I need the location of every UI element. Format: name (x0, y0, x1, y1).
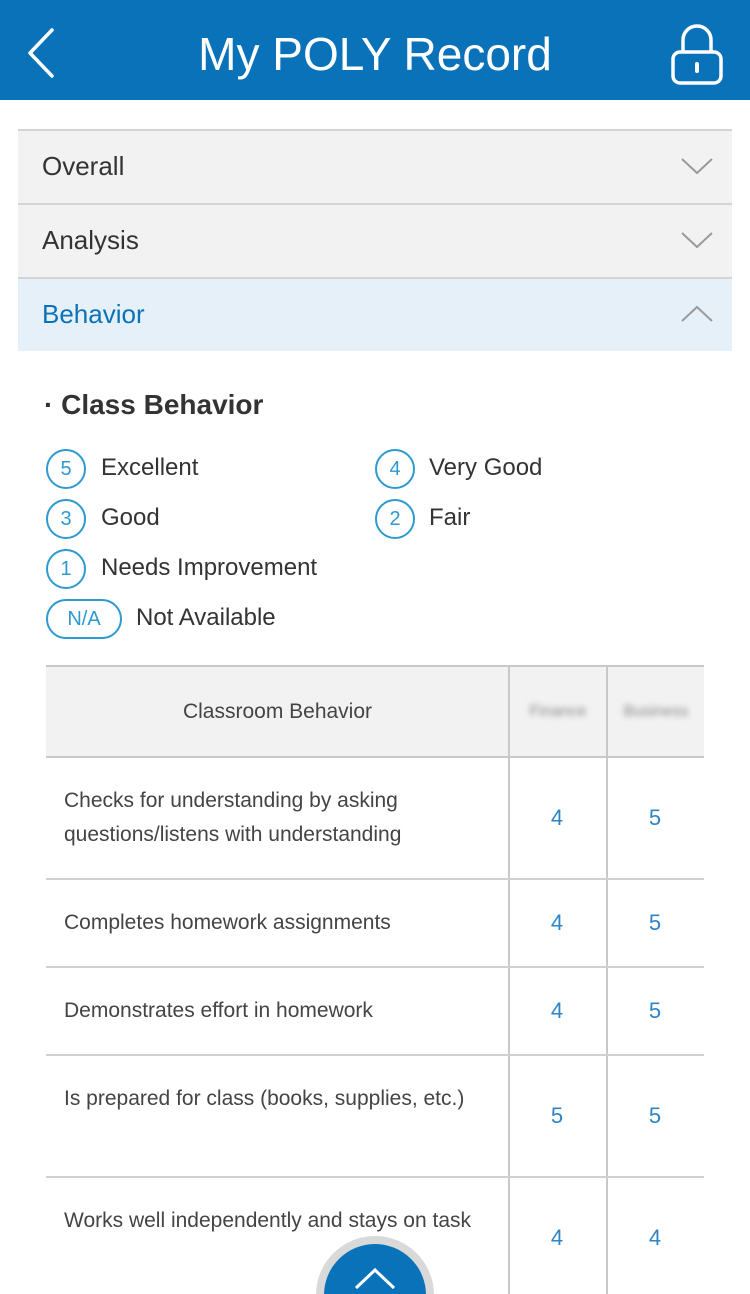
rating-badge: 4 (375, 449, 415, 489)
rating-badge: 5 (46, 449, 86, 489)
accordion-label: Overall (42, 151, 125, 181)
rating-value: 5 (648, 805, 662, 830)
accordion-label: Analysis (42, 225, 139, 255)
behavior-label: Works well independently and stays on task (64, 1209, 471, 1232)
rating-value: 4 (550, 1225, 564, 1250)
rating-badge: N/A (46, 599, 122, 639)
legend-label: Not Available (136, 604, 276, 631)
rating-badge: 3 (46, 499, 86, 539)
legend-label: Excellent (101, 454, 199, 481)
lock-icon[interactable] (668, 24, 726, 86)
legend-label: Needs Improvement (101, 554, 318, 581)
table-row (46, 968, 704, 1056)
behavior-label: Demonstrates effort in homework (64, 999, 373, 1022)
behavior-label: Checks for understanding by asking questions/listens with understanding (64, 789, 402, 846)
accordion-behavior[interactable] (18, 277, 732, 351)
chevron-up-icon (354, 1266, 396, 1290)
table-row (46, 758, 704, 880)
rating-value: 4 (648, 1225, 662, 1250)
accordion-overall[interactable] (18, 129, 732, 203)
table-header (46, 665, 704, 758)
accordion-label: Behavior (42, 299, 145, 329)
rating-value: 5 (648, 910, 662, 935)
navigation-bar (0, 0, 750, 100)
rating-value: 4 (550, 998, 564, 1023)
section-title (44, 388, 263, 422)
rating-badge: 2 (375, 499, 415, 539)
chevron-down-icon (680, 153, 714, 177)
rating-value: 5 (648, 1103, 662, 1128)
rating-value: 4 (550, 805, 564, 830)
table-row (46, 1056, 704, 1178)
rating-value: 5 (550, 1103, 564, 1128)
behavior-label: Completes homework assignments (64, 911, 391, 934)
chevron-down-icon (680, 227, 714, 251)
legend-label: Very Good (429, 454, 543, 481)
page-title: My POLY Record (198, 28, 552, 80)
chevron-up-icon (680, 301, 714, 325)
rating-value: 5 (648, 998, 662, 1023)
rating-value: 4 (550, 910, 564, 935)
table-row (46, 880, 704, 968)
accordion-analysis[interactable] (18, 203, 732, 277)
behavior-table (46, 665, 704, 1294)
section-bullet: · (44, 389, 54, 420)
column-header-behavior: Classroom Behavior (182, 700, 373, 723)
column-header-subject: Business (623, 703, 689, 720)
section-title-text: Class Behavior (61, 389, 264, 420)
column-header-subject: Finance (529, 703, 587, 720)
legend-label: Fair (429, 504, 471, 531)
rating-badge: 1 (46, 549, 86, 589)
behavior-label: Is prepared for class (books, supplies, etc.) (64, 1087, 465, 1110)
scroll-top-button-face[interactable] (324, 1244, 426, 1294)
legend-label: Good (101, 504, 160, 531)
